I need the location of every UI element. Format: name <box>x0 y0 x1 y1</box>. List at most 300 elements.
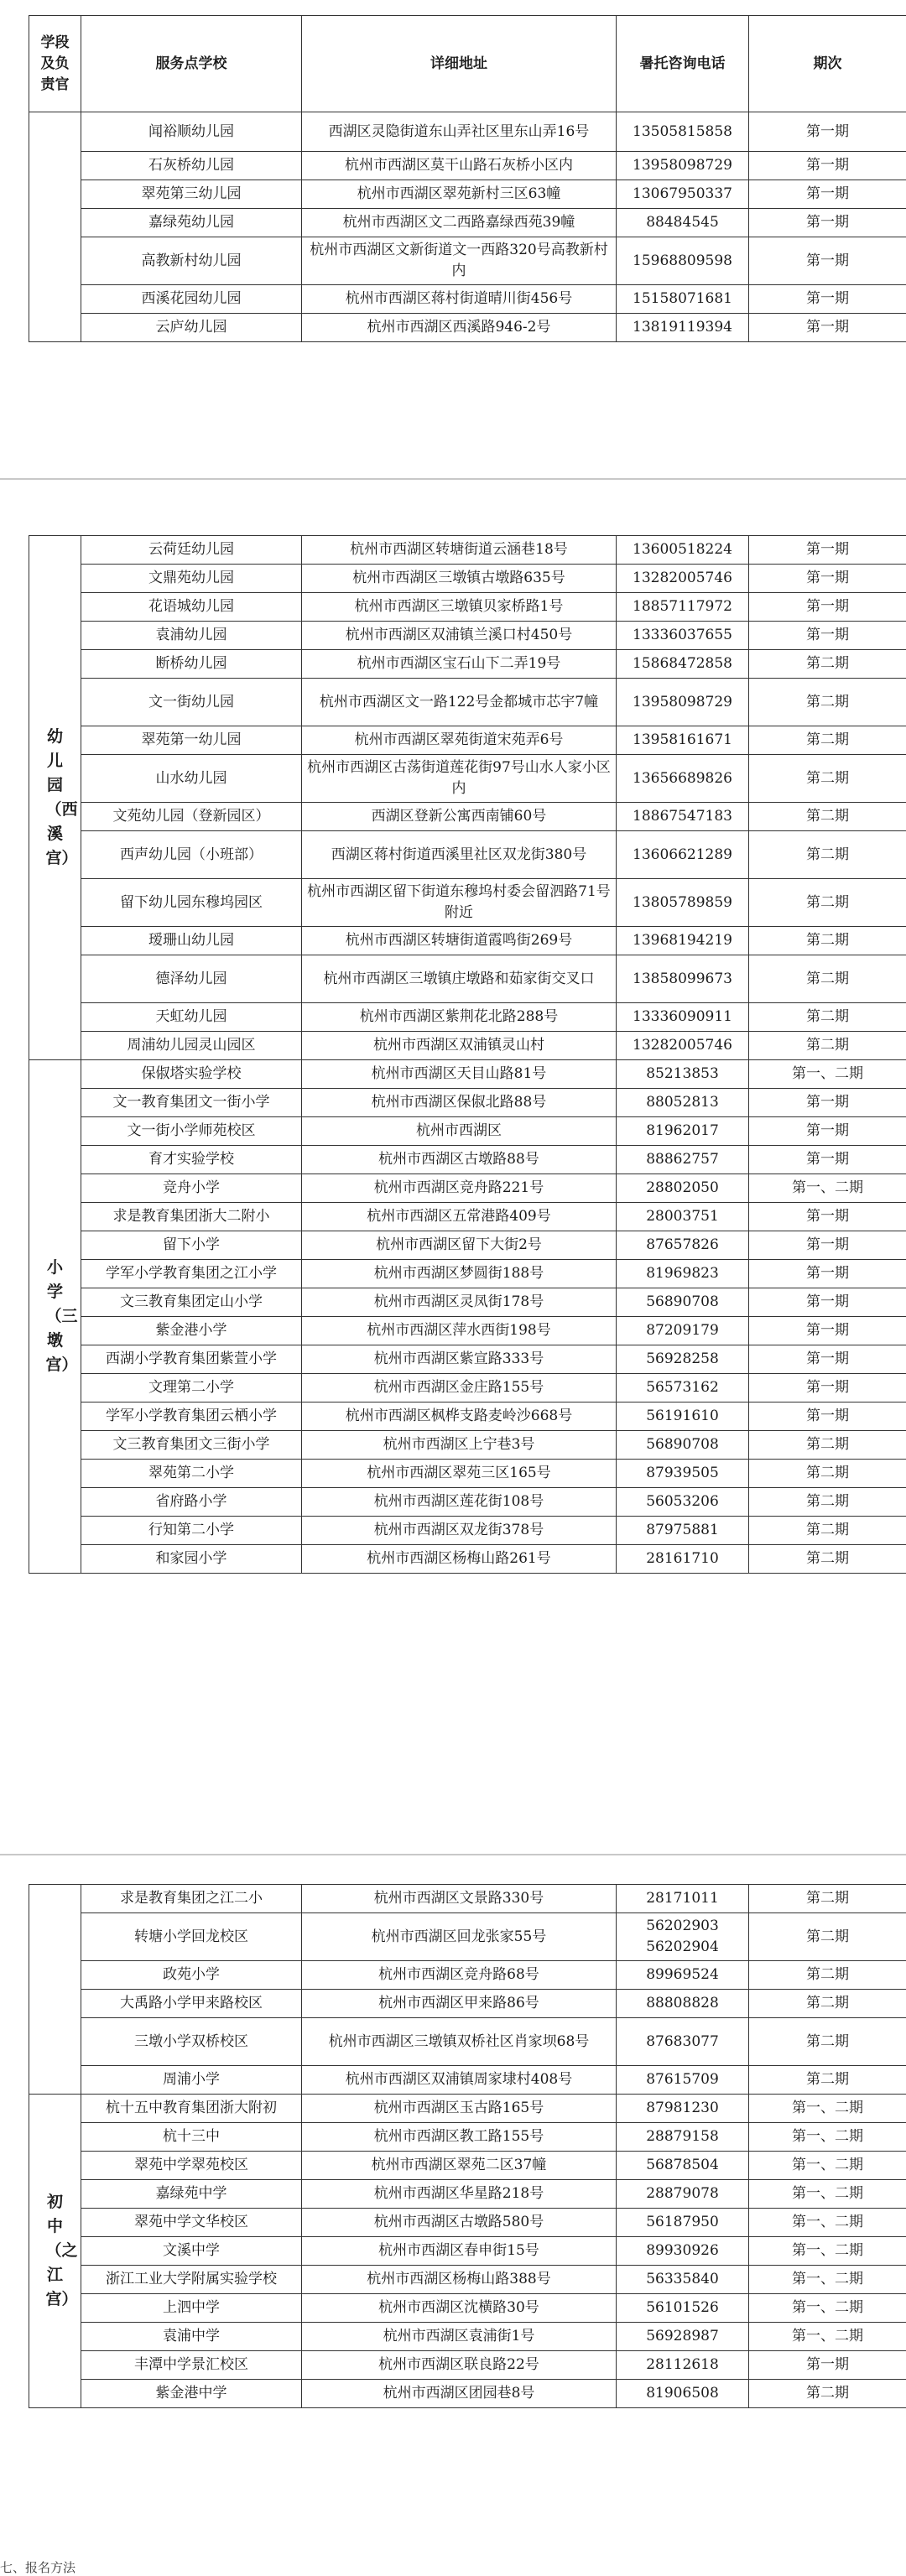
phone-cell: 85213853 <box>617 1060 749 1089</box>
phone-cell: 81906508 <box>617 2380 749 2408</box>
phone-cell: 56573162 <box>617 1374 749 1402</box>
table-row <box>29 2266 906 2294</box>
table-row <box>29 593 906 622</box>
address-cell: 杭州市西湖区回龙张家55号 <box>302 1913 617 1961</box>
period-cell: 第一、二期 <box>749 2209 906 2237</box>
table-row <box>29 2380 906 2408</box>
table-row <box>29 927 906 955</box>
address-cell: 杭州市西湖区古墩路580号 <box>302 2209 617 2237</box>
phone-cell: 87975881 <box>617 1517 749 1545</box>
address-cell: 杭州市西湖区春申街15号 <box>302 2237 617 2266</box>
table-row <box>29 2018 906 2066</box>
period-cell: 第一、二期 <box>749 2152 906 2180</box>
table-row <box>29 1089 906 1117</box>
address-cell: 杭州市西湖区金庄路155号 <box>302 1374 617 1402</box>
table-row <box>29 565 906 593</box>
phone-cell: 56878504 <box>617 2152 749 2180</box>
table-row <box>29 536 906 565</box>
phone-cell: 13600518224 <box>617 536 749 565</box>
period-cell: 第一、二期 <box>749 2237 906 2266</box>
school-name-cell: 文三教育集团文三街小学 <box>81 1431 302 1460</box>
school-name-cell: 文溪中学 <box>81 2237 302 2266</box>
table-row <box>29 2294 906 2323</box>
group-kindergarten-label: 幼儿园（西溪宫） <box>46 725 65 871</box>
period-cell: 第一期 <box>749 209 906 237</box>
header-address: 详细地址 <box>302 16 617 112</box>
address-cell: 杭州市西湖区文一路122号金都城市芯宇7幢 <box>302 679 617 726</box>
period-cell: 第一期 <box>749 152 906 180</box>
school-name-cell: 翠苑中学文华校区 <box>81 2209 302 2237</box>
service-table-part-1 <box>29 15 906 342</box>
period-cell: 第一、二期 <box>749 2180 906 2209</box>
address-cell: 杭州市西湖区萍水西街198号 <box>302 1317 617 1345</box>
school-name-cell: 育才实验学校 <box>81 1146 302 1174</box>
school-name-cell: 丰潭中学景汇校区 <box>81 2351 302 2380</box>
phone-cell: 56053206 <box>617 1488 749 1517</box>
address-cell: 杭州市西湖区翠苑街道宋苑弄6号 <box>302 726 617 755</box>
period-cell: 第一期 <box>749 180 906 209</box>
table-row <box>29 2351 906 2380</box>
school-name-cell: 德泽幼儿园 <box>81 955 302 1003</box>
phone-cell: 88052813 <box>617 1089 749 1117</box>
period-cell: 第一期 <box>749 565 906 593</box>
school-name-cell: 文理第二小学 <box>81 1374 302 1402</box>
period-cell: 第二期 <box>749 1488 906 1517</box>
phone-cell: 56890708 <box>617 1288 749 1317</box>
period-cell: 第一期 <box>749 536 906 565</box>
school-name-cell: 求是教育集团浙大二附小 <box>81 1203 302 1231</box>
school-name-cell: 文苑幼儿园（登新园区） <box>81 803 302 831</box>
table-row <box>29 152 906 180</box>
address-cell: 杭州市西湖区紫荆花北路288号 <box>302 1003 617 1032</box>
phone-cell: 13656689826 <box>617 755 749 803</box>
school-name-cell: 学军小学教育集团之江小学 <box>81 1260 302 1288</box>
page-separator <box>0 478 906 480</box>
school-name-cell: 高教新村幼儿园 <box>81 237 302 285</box>
table-row <box>29 1317 906 1345</box>
table-row <box>29 2209 906 2237</box>
address-cell: 杭州市西湖区古墩路88号 <box>302 1146 617 1174</box>
phone-cell: 81962017 <box>617 1117 749 1146</box>
group-kindergarten <box>29 536 81 1060</box>
table-row <box>29 2095 906 2123</box>
group-junior-label: 初中（之江宫） <box>46 2190 65 2312</box>
table-row <box>29 2066 906 2095</box>
table-row <box>29 803 906 831</box>
table-row <box>29 2180 906 2209</box>
period-cell: 第一期 <box>749 237 906 285</box>
group-primary <box>29 1060 81 1574</box>
phone-cell: 13819119394 <box>617 314 749 342</box>
school-name-cell: 大禹路小学甲来路校区 <box>81 1990 302 2018</box>
phone-cell: 88862757 <box>617 1146 749 1174</box>
school-name-cell: 西湖小学教育集团紫萱小学 <box>81 1345 302 1374</box>
phone-cell: 13958098729 <box>617 152 749 180</box>
address-cell: 杭州市西湖区翠苑二区37幢 <box>302 2152 617 2180</box>
phone-cell: 13336037655 <box>617 622 749 650</box>
phone-cell: 28171011 <box>617 1885 749 1913</box>
address-cell: 杭州市西湖区三墩镇贝家桥路1号 <box>302 593 617 622</box>
period-cell: 第一、二期 <box>749 2323 906 2351</box>
school-name-cell: 杭十五中教育集团浙大附初 <box>81 2095 302 2123</box>
table-row <box>29 831 906 879</box>
school-name-cell: 政苑小学 <box>81 1961 302 1990</box>
period-cell: 第一期 <box>749 622 906 650</box>
school-name-cell: 嘉绿苑幼儿园 <box>81 209 302 237</box>
table-row <box>29 1060 906 1089</box>
table-row <box>29 112 906 152</box>
school-name-cell: 求是教育集团之江二小 <box>81 1885 302 1913</box>
school-name-cell: 杭十三中 <box>81 2123 302 2152</box>
school-name-cell: 学军小学教育集团云栖小学 <box>81 1402 302 1431</box>
phone-cell: 13805789859 <box>617 879 749 927</box>
table-row <box>29 1374 906 1402</box>
address-cell: 杭州市西湖区竞舟路221号 <box>302 1174 617 1203</box>
table-row <box>29 2323 906 2351</box>
school-name-cell: 紫金港中学 <box>81 2380 302 2408</box>
period-cell: 第二期 <box>749 726 906 755</box>
school-name-cell: 和家园小学 <box>81 1545 302 1574</box>
service-table-part-3 <box>29 1884 906 2408</box>
table-row <box>29 1117 906 1146</box>
phone-cell: 13282005746 <box>617 1032 749 1060</box>
phone-cell: 56928987 <box>617 2323 749 2351</box>
address-cell: 杭州市西湖区 <box>302 1117 617 1146</box>
phone-cell: 88808828 <box>617 1990 749 2018</box>
phone-cell: 13968194219 <box>617 927 749 955</box>
table-row <box>29 1146 906 1174</box>
phone-cell: 13958161671 <box>617 726 749 755</box>
phone-cell: 56202903 56202904 <box>617 1913 749 1961</box>
phone-cell: 28112618 <box>617 2351 749 2380</box>
period-cell: 第二期 <box>749 1545 906 1574</box>
address-cell: 西湖区蒋村街道西溪里社区双龙街380号 <box>302 831 617 879</box>
period-cell: 第一、二期 <box>749 2095 906 2123</box>
address-cell: 杭州市西湖区西溪路946-2号 <box>302 314 617 342</box>
address-cell: 杭州市西湖区三墩镇庄墩路和茹家街交叉口 <box>302 955 617 1003</box>
table-row <box>29 1003 906 1032</box>
period-cell: 第一期 <box>749 1203 906 1231</box>
period-cell: 第二期 <box>749 1885 906 1913</box>
school-name-cell: 瑷珊山幼儿园 <box>81 927 302 955</box>
phone-cell: 56191610 <box>617 1402 749 1431</box>
school-name-cell: 上泗中学 <box>81 2294 302 2323</box>
school-name-cell: 留下幼儿园东穆坞园区 <box>81 879 302 927</box>
phone-cell: 28802050 <box>617 1174 749 1203</box>
address-cell: 杭州市西湖区教工路155号 <box>302 2123 617 2152</box>
period-cell: 第一、二期 <box>749 2123 906 2152</box>
table-row <box>29 1885 906 1913</box>
period-cell: 第一期 <box>749 593 906 622</box>
address-cell: 杭州市西湖区甲来路86号 <box>302 1990 617 2018</box>
address-cell: 杭州市西湖区袁浦街1号 <box>302 2323 617 2351</box>
table-row <box>29 314 906 342</box>
school-name-cell: 闻裕顺幼儿园 <box>81 112 302 152</box>
address-cell: 杭州市西湖区宝石山下二弄19号 <box>302 650 617 679</box>
school-name-cell: 文一街幼儿园 <box>81 679 302 726</box>
period-cell: 第一、二期 <box>749 1060 906 1089</box>
address-cell: 杭州市西湖区杨梅山路388号 <box>302 2266 617 2294</box>
group-primary-label: 小学（三墩宫） <box>46 1256 65 1377</box>
phone-cell: 28003751 <box>617 1203 749 1231</box>
period-cell: 第二期 <box>749 2380 906 2408</box>
phone-cell: 87981230 <box>617 2095 749 2123</box>
table-row <box>29 1990 906 2018</box>
period-cell: 第二期 <box>749 1460 906 1488</box>
school-name-cell: 西声幼儿园（小班部） <box>81 831 302 879</box>
address-cell: 杭州市西湖区文二西路嘉绿西苑39幢 <box>302 209 617 237</box>
school-name-cell: 紫金港小学 <box>81 1317 302 1345</box>
phone-cell: 13067950337 <box>617 180 749 209</box>
address-cell: 杭州市西湖区灵凤街178号 <box>302 1288 617 1317</box>
school-name-cell: 留下小学 <box>81 1231 302 1260</box>
school-name-cell: 转塘小学回龙校区 <box>81 1913 302 1961</box>
header-phone: 暑托咨询电话 <box>617 16 749 112</box>
table-row <box>29 2123 906 2152</box>
period-cell: 第二期 <box>749 803 906 831</box>
table-row <box>29 679 906 726</box>
phone-cell: 28879158 <box>617 2123 749 2152</box>
table-row <box>29 1545 906 1574</box>
address-cell: 西湖区灵隐街道东山弄社区里东山弄16号 <box>302 112 617 152</box>
address-cell: 杭州市西湖区莲花街108号 <box>302 1488 617 1517</box>
address-cell: 杭州市西湖区文景路330号 <box>302 1885 617 1913</box>
period-cell: 第二期 <box>749 650 906 679</box>
table-row <box>29 1961 906 1990</box>
table-row <box>29 1402 906 1431</box>
phone-cell: 56928258 <box>617 1345 749 1374</box>
period-cell: 第二期 <box>749 1990 906 2018</box>
table-row <box>29 650 906 679</box>
address-cell: 杭州市西湖区双浦镇周家埭村408号 <box>302 2066 617 2095</box>
section-heading-partial: 七、报名方法 <box>0 2558 76 2576</box>
school-name-cell: 云庐幼儿园 <box>81 314 302 342</box>
address-cell: 杭州市西湖区沈横路30号 <box>302 2294 617 2323</box>
phone-cell: 87939505 <box>617 1460 749 1488</box>
table-row <box>29 1174 906 1203</box>
period-cell: 第一期 <box>749 1374 906 1402</box>
table-row <box>29 726 906 755</box>
period-cell: 第一期 <box>749 2351 906 2380</box>
school-name-cell: 省府路小学 <box>81 1488 302 1517</box>
phone-cell: 13505815858 <box>617 112 749 152</box>
period-cell: 第二期 <box>749 1913 906 1961</box>
period-cell: 第一期 <box>749 1288 906 1317</box>
school-name-cell: 翠苑第三幼儿园 <box>81 180 302 209</box>
address-cell: 杭州市西湖区五常港路409号 <box>302 1203 617 1231</box>
school-name-cell: 翠苑第一幼儿园 <box>81 726 302 755</box>
period-cell: 第一、二期 <box>749 2294 906 2323</box>
address-cell: 杭州市西湖区玉古路165号 <box>302 2095 617 2123</box>
address-cell: 杭州市西湖区蒋村街道晴川街456号 <box>302 285 617 314</box>
phone-cell: 87209179 <box>617 1317 749 1345</box>
school-name-cell: 天虹幼儿园 <box>81 1003 302 1032</box>
table-row <box>29 879 906 927</box>
table-row <box>29 955 906 1003</box>
phone-cell: 13282005746 <box>617 565 749 593</box>
header-stage-label: 学段及负责官 <box>39 33 72 96</box>
school-name-cell: 云荷廷幼儿园 <box>81 536 302 565</box>
phone-cell: 15868472858 <box>617 650 749 679</box>
school-name-cell: 文三教育集团定山小学 <box>81 1288 302 1317</box>
address-cell: 杭州市西湖区翠苑新村三区63幢 <box>302 180 617 209</box>
phone-cell: 89930926 <box>617 2237 749 2266</box>
address-cell: 杭州市西湖区天目山路81号 <box>302 1060 617 1089</box>
school-name-cell: 浙江工业大学附属实验学校 <box>81 2266 302 2294</box>
header-school: 服务点学校 <box>81 16 302 112</box>
address-cell: 杭州市西湖区联良路22号 <box>302 2351 617 2380</box>
period-cell: 第一期 <box>749 1345 906 1374</box>
address-cell: 杭州市西湖区上宁巷3号 <box>302 1431 617 1460</box>
phone-cell: 13606621289 <box>617 831 749 879</box>
service-table-part-2 <box>29 535 906 1574</box>
period-cell: 第一、二期 <box>749 2266 906 2294</box>
period-cell: 第二期 <box>749 2066 906 2095</box>
address-cell: 杭州市西湖区枫桦支路麦岭沙668号 <box>302 1402 617 1431</box>
phone-cell: 88484545 <box>617 209 749 237</box>
table-row <box>29 1260 906 1288</box>
address-cell: 杭州市西湖区三墩镇双桥社区肖家坝68号 <box>302 2018 617 2066</box>
table-row <box>29 1231 906 1260</box>
table-row <box>29 180 906 209</box>
period-cell: 第一期 <box>749 314 906 342</box>
address-cell: 杭州市西湖区双浦镇灵山村 <box>302 1032 617 1060</box>
address-cell: 西湖区登新公寓西南铺60号 <box>302 803 617 831</box>
period-cell: 第二期 <box>749 955 906 1003</box>
table-row <box>29 2237 906 2266</box>
phone-cell: 13336090911 <box>617 1003 749 1032</box>
school-name-cell: 石灰桥幼儿园 <box>81 152 302 180</box>
address-cell: 杭州市西湖区三墩镇古墩路635号 <box>302 565 617 593</box>
page-separator <box>0 1854 906 1855</box>
address-cell: 杭州市西湖区留下街道东穆坞村委会留泗路71号附近 <box>302 879 617 927</box>
table-row <box>29 622 906 650</box>
table-row <box>29 1431 906 1460</box>
phone-cell: 13958098729 <box>617 679 749 726</box>
phone-cell: 13858099673 <box>617 955 749 1003</box>
table-row <box>29 2152 906 2180</box>
school-name-cell: 断桥幼儿园 <box>81 650 302 679</box>
period-cell: 第二期 <box>749 1961 906 1990</box>
period-cell: 第二期 <box>749 1431 906 1460</box>
school-name-cell: 花语城幼儿园 <box>81 593 302 622</box>
period-cell: 第二期 <box>749 2018 906 2066</box>
school-name-cell: 嘉绿苑中学 <box>81 2180 302 2209</box>
school-name-cell: 文鼎苑幼儿园 <box>81 565 302 593</box>
period-cell: 第一期 <box>749 1231 906 1260</box>
address-cell: 杭州市西湖区杨梅山路261号 <box>302 1545 617 1574</box>
period-cell: 第二期 <box>749 1032 906 1060</box>
period-cell: 第二期 <box>749 1003 906 1032</box>
period-cell: 第一、二期 <box>749 1174 906 1203</box>
address-cell: 杭州市西湖区文新街道文一西路320号高教新村内 <box>302 237 617 285</box>
period-cell: 第一期 <box>749 1146 906 1174</box>
school-name-cell: 三墩小学双桥校区 <box>81 2018 302 2066</box>
period-cell: 第二期 <box>749 1517 906 1545</box>
phone-cell: 89969524 <box>617 1961 749 1990</box>
address-cell: 杭州市西湖区莫干山路石灰桥小区内 <box>302 152 617 180</box>
school-name-cell: 袁浦中学 <box>81 2323 302 2351</box>
header-stage <box>29 16 81 112</box>
phone-cell: 15158071681 <box>617 285 749 314</box>
table-row <box>29 1032 906 1060</box>
period-cell: 第一期 <box>749 1117 906 1146</box>
school-name-cell: 山水幼儿园 <box>81 755 302 803</box>
phone-cell: 87683077 <box>617 2018 749 2066</box>
address-cell: 杭州市西湖区翠苑三区165号 <box>302 1460 617 1488</box>
address-cell: 杭州市西湖区双龙街378号 <box>302 1517 617 1545</box>
school-name-cell: 文一街小学师苑校区 <box>81 1117 302 1146</box>
header-row <box>29 16 906 112</box>
period-cell: 第一期 <box>749 285 906 314</box>
school-name-cell: 行知第二小学 <box>81 1517 302 1545</box>
table-row <box>29 209 906 237</box>
school-name-cell: 周浦小学 <box>81 2066 302 2095</box>
table-row <box>29 237 906 285</box>
phone-cell: 81969823 <box>617 1260 749 1288</box>
school-name-cell: 翠苑第二小学 <box>81 1460 302 1488</box>
school-name-cell: 翠苑中学翠苑校区 <box>81 2152 302 2180</box>
period-cell: 第二期 <box>749 755 906 803</box>
school-name-cell: 竞舟小学 <box>81 1174 302 1203</box>
address-cell: 杭州市西湖区保俶北路88号 <box>302 1089 617 1117</box>
address-cell: 杭州市西湖区梦圆街188号 <box>302 1260 617 1288</box>
table-row <box>29 1345 906 1374</box>
table-row <box>29 1203 906 1231</box>
period-cell: 第二期 <box>749 831 906 879</box>
school-name-cell: 文一教育集团文一街小学 <box>81 1089 302 1117</box>
period-cell: 第一期 <box>749 1089 906 1117</box>
period-cell: 第一期 <box>749 112 906 152</box>
group-cell-empty <box>29 112 81 342</box>
phone-cell: 18857117972 <box>617 593 749 622</box>
address-cell: 杭州市西湖区竞舟路68号 <box>302 1961 617 1990</box>
period-cell: 第一期 <box>749 1402 906 1431</box>
phone-cell: 56101526 <box>617 2294 749 2323</box>
address-cell: 杭州市西湖区团园巷8号 <box>302 2380 617 2408</box>
school-name-cell: 西溪花园幼儿园 <box>81 285 302 314</box>
table-row <box>29 1460 906 1488</box>
period-cell: 第一期 <box>749 1260 906 1288</box>
table-row <box>29 1517 906 1545</box>
group-cell-continued <box>29 1885 81 2095</box>
period-cell: 第二期 <box>749 879 906 927</box>
group-junior <box>29 2095 81 2408</box>
phone-cell: 28879078 <box>617 2180 749 2209</box>
period-cell: 第一期 <box>749 1317 906 1345</box>
phone-cell: 56187950 <box>617 2209 749 2237</box>
address-cell: 杭州市西湖区古荡街道莲花街97号山水人家小区内 <box>302 755 617 803</box>
phone-cell: 87615709 <box>617 2066 749 2095</box>
phone-cell: 56890708 <box>617 1431 749 1460</box>
address-cell: 杭州市西湖区留下大街2号 <box>302 1231 617 1260</box>
address-cell: 杭州市西湖区转塘街道霞鸣街269号 <box>302 927 617 955</box>
address-cell: 杭州市西湖区华星路218号 <box>302 2180 617 2209</box>
table-row <box>29 285 906 314</box>
phone-cell: 87657826 <box>617 1231 749 1260</box>
address-cell: 杭州市西湖区双浦镇兰溪口村450号 <box>302 622 617 650</box>
address-cell: 杭州市西湖区转塘街道云涵巷18号 <box>302 536 617 565</box>
address-cell: 杭州市西湖区紫宣路333号 <box>302 1345 617 1374</box>
school-name-cell: 周浦幼儿园灵山园区 <box>81 1032 302 1060</box>
phone-cell: 28161710 <box>617 1545 749 1574</box>
phone-cell: 56335840 <box>617 2266 749 2294</box>
table-row <box>29 755 906 803</box>
table-row <box>29 1488 906 1517</box>
table-row <box>29 1288 906 1317</box>
period-cell: 第二期 <box>749 927 906 955</box>
school-name-cell: 袁浦幼儿园 <box>81 622 302 650</box>
